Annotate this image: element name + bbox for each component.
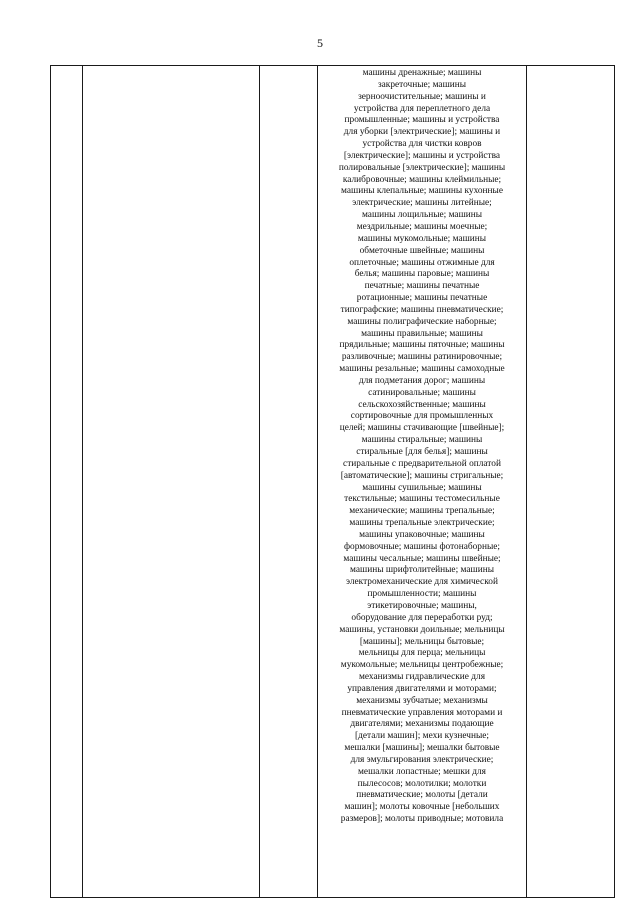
goods-text-line: машин]; молоты ковочные [небольших (344, 802, 500, 813)
goods-text-line: текстильные; машины тестомесильные (344, 494, 500, 505)
goods-text-line: разливочные; машины ратинировочные; (341, 352, 503, 363)
goods-text-line: машины упаковочные; машины (359, 529, 485, 540)
goods-text-line: электрические; машины литейные; (352, 198, 492, 209)
goods-text-line: обметочные швейные; машины (359, 245, 485, 256)
goods-text-line: управления двигателями и моторами; (347, 683, 497, 694)
goods-text-line: для подметания дорог; машины (358, 375, 486, 386)
goods-text-line: машины резальные; машины самоходные (339, 364, 505, 375)
goods-text-line: пневматические; молоты [детали (356, 790, 488, 801)
goods-text-line: целей; машины стачивающие [швейные]; (339, 423, 505, 434)
goods-text-line: калибровочные; машины клеймильные; (342, 174, 502, 185)
goods-text-line: машины трепальные электрические; (349, 518, 495, 529)
goods-text-line: машины стиральные; машины (361, 435, 483, 446)
goods-text-line: машины клепальные; машины кухонные (341, 186, 503, 197)
goods-text-line: машины чесальные; машины швейные; (343, 553, 501, 564)
goods-text-line: пылесосов; молотилки; молотки (357, 778, 487, 789)
goods-text-line: электромеханические для химической (346, 577, 498, 588)
goods-text-line: стиральные [для белья]; машины (356, 447, 488, 457)
goods-text-line: полировальные [электрические]; машины (338, 162, 506, 173)
goods-text-line: мукомольные; мельницы центробежные; (340, 660, 504, 671)
goods-text-line: для уборки [электрические]; машины и (343, 127, 501, 138)
goods-text-line: машины лощильные; машины (361, 210, 483, 221)
table-cell-empty (83, 66, 260, 898)
goods-text-line: пневматические управления моторами и (341, 707, 503, 718)
goods-text-line: машины дренажные; машины (362, 68, 482, 78)
table-cell-number (51, 66, 83, 898)
goods-text-line: оплеточные; машины отжимные для (349, 257, 495, 268)
table-cell-empty (260, 66, 318, 898)
goods-text-line: механизмы гидравлические для (358, 672, 486, 683)
goods-text-line: машины правильные; машины (361, 328, 483, 339)
goods-text-line: для эмульгирования электрические; (350, 754, 494, 765)
goods-text-line: машины полиграфические наборные; (347, 316, 497, 327)
goods-text-line: зерноочистительные; машины и (358, 91, 486, 102)
goods-text-line: машины сушильные; машины (362, 482, 482, 493)
goods-text-line: машины шрифтолитейные; машины (350, 565, 494, 576)
goods-text-line: этикетировочные; машины, (367, 600, 477, 611)
goods-text-line: [электрические]; машины и устройства (343, 150, 501, 161)
goods-text-line: формовочные; машины фотонаборные; (344, 541, 500, 552)
goods-text-line: [автоматические]; машины стригальные; (340, 470, 504, 481)
goods-text-line: закреточные; машины (377, 79, 467, 90)
goods-text-line: механические; машины трепальные; (349, 506, 495, 517)
goods-text-line: мешалки [машины]; мешалки бытовые (344, 743, 500, 754)
goods-list-cell (318, 66, 527, 898)
goods-text-line: размеров]; молоты приводные; мотовила (340, 814, 504, 825)
goods-text-line: устройства для чистки ковров (362, 139, 482, 150)
goods-text-line: [детали машин]; мехи кузнечные; (354, 731, 490, 742)
page-number: 5 (317, 36, 323, 50)
goods-text-line: белья; машины паровые; машины (354, 269, 490, 280)
goods-text-line: мельницы для перца; мельницы (358, 648, 486, 659)
goods-text-line: сортировочные для промышленных (350, 411, 494, 422)
goods-text-line: печатные; машины печатные (364, 281, 480, 292)
goods-text-line: прядильные; машины пяточные; машины (339, 340, 505, 351)
table-row (51, 66, 615, 898)
goods-text-line: типографские; машины пневматические; (340, 304, 504, 315)
goods-text-line: сельскохозяйственные; машины (358, 399, 486, 410)
goods-text-line: оборудование для переработки руд; (351, 612, 493, 623)
goods-text-line: машины, установки доильные; мельницы (339, 624, 505, 635)
goods-text-line: механизмы зубчатые; механизмы (356, 695, 488, 706)
goods-text-line: мездрильные; машины моечные; (356, 221, 488, 232)
goods-text-line: промышленности; машины (367, 589, 477, 600)
goods-text-line: ротационные; машины печатные (356, 293, 488, 304)
table-cell-empty (527, 66, 615, 898)
goods-text-line: устройства для переплетного дела (353, 103, 491, 114)
goods-text-line: сатинировальные; машины (368, 387, 476, 398)
goods-text-line: мешалки лопастные; мешки для (358, 766, 486, 777)
goods-text-line: [машины]; мельницы бытовые; (359, 636, 485, 647)
goods-text-line: промышленные; машины и устройства (344, 115, 500, 126)
goods-table (50, 65, 615, 898)
goods-text-line: двигателями; механизмы подающие (350, 719, 494, 730)
goods-text-line: машины мукомольные; машины (357, 233, 487, 244)
goods-text-line: стиральные с предварительной оплатой (343, 458, 501, 469)
